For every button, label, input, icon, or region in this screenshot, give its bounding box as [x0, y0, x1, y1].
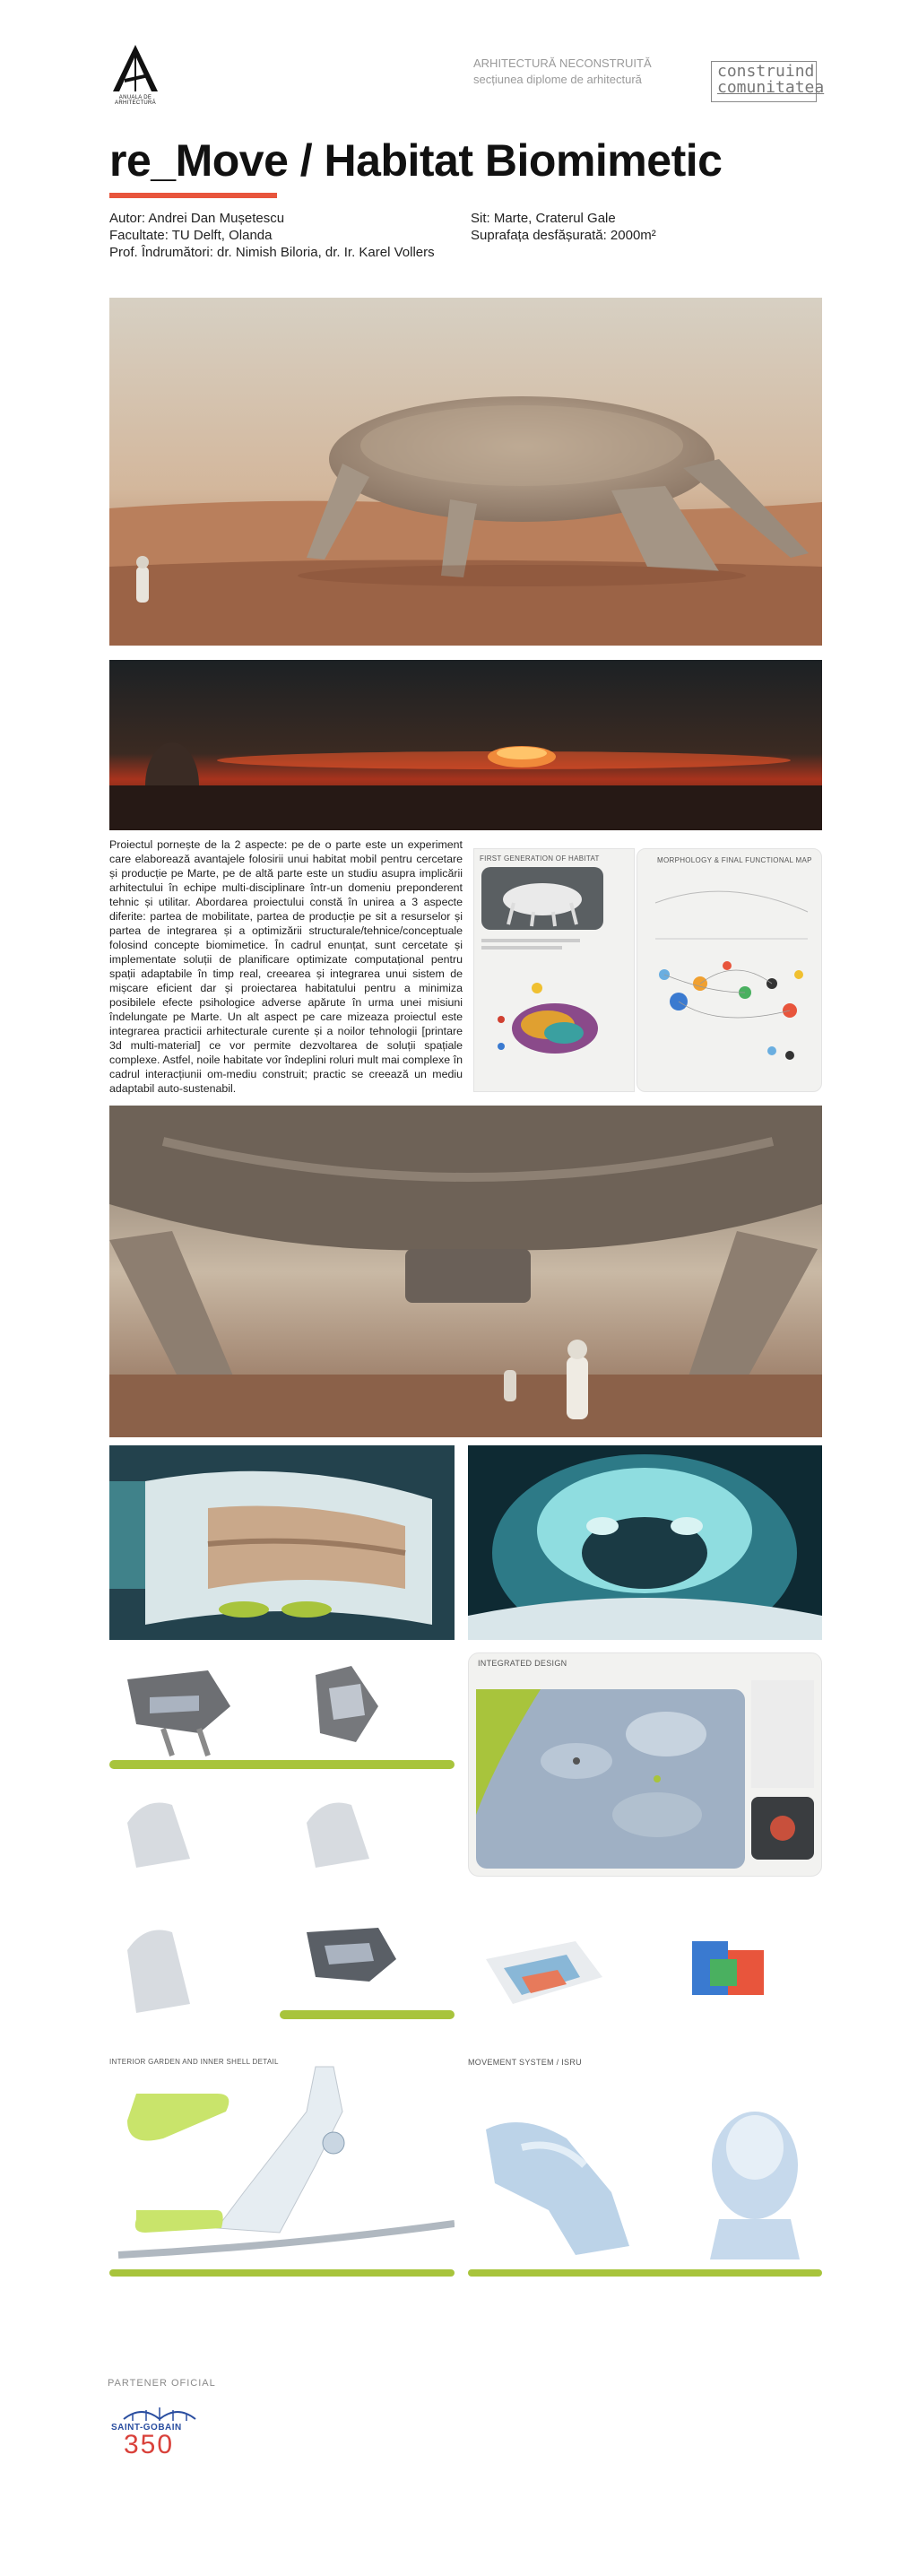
panel-first-generation-title: FIRST GENERATION OF HABITAT — [480, 854, 600, 863]
render-interior-garden — [109, 1445, 455, 1640]
sheet-sections-2 — [109, 1905, 455, 2026]
panel-movement-system-title: MOVEMENT SYSTEM / ISRU — [468, 2058, 582, 2067]
program-line-2: comunitatea — [717, 78, 825, 97]
section-heading — [473, 56, 652, 88]
faculty: Facultate: TU Delft, Olanda — [109, 228, 273, 243]
panel-first-generation — [473, 848, 635, 1092]
anuala-logo — [108, 43, 163, 106]
title-underline — [109, 193, 277, 198]
render-interior-core — [468, 1445, 822, 1640]
panel-interior-garden-title: INTERIOR GARDEN AND INNER SHELL DETAIL — [109, 2058, 279, 2066]
panel-morphology — [637, 848, 822, 1092]
logo-caption: ANUALA DE ARHITECTURĂ — [115, 95, 156, 106]
render-habitat-sunset — [109, 660, 822, 830]
panel-integrated-design-title: INTEGRATED DESIGN — [478, 1659, 567, 1668]
sponsor-number: 350 — [124, 2430, 175, 2459]
project-credits — [109, 210, 435, 261]
program-line-1: construind — [717, 62, 815, 81]
author: Autor: Andrei Dan Mușetescu — [109, 211, 285, 226]
panel-morphology-title: MORPHOLOGY & FINAL FUNCTIONAL MAP — [657, 856, 812, 864]
saint-gobain-logo — [106, 2403, 213, 2460]
a-logo-icon — [108, 43, 163, 93]
section-line-2: secțiunea diplome de arhitectură — [473, 73, 642, 86]
render-habitat-underside — [109, 1106, 822, 1437]
program-logo — [711, 61, 825, 102]
area: Suprafața desfășurată: 2000m² — [471, 228, 656, 243]
panel-integrated-design — [468, 1652, 822, 1877]
panel-movement-system — [468, 2058, 822, 2277]
render-habitat-exterior — [109, 298, 822, 646]
diagram-exploded-layers — [468, 1905, 822, 2026]
sponsor-name: SAINT-GOBAIN — [111, 2423, 182, 2433]
partner-label: PARTENER OFICIAL — [108, 2378, 216, 2389]
project-description: Proiectul pornește de la 2 aspecte: pe de o parte este un experiment care elaborează avantajele folosirii unui habitat mobil pentru cercetare și producție pe Marte, pe de altă parte este un studiu asupra implicării arhitectului în echipe multi-disciplinare într-un domeniu preponderent tehnic și utilitar. Abordarea proiectului constă în unirea a 3 aspecte diferite: partea de mobilitate, partea de producție pe sit a resurselor și partea de integrarea și a optimizării structurale/tehnice/conceptuale folosind concepte biomimetice. În cadrul enunțat, sunt cercetate și implementate soluții de planificare optimizate computațional pentru spații adaptabile în timp real, creearea și integrarea unui sistem de mișcare eficient dar și proiectarea habitatului pentru a minimiza posibilele efecte psihologice adverse apărute în urma unei misiuni îndelungate pe Marte. Un alt aspect pe care mizeaza proiectul este integrarea practicii arhitecturale curente și a noilor tehnologii [printare 3d multi-material] ce vor permite dezvoltarea de soluții spațiale complexe. Astfel, noile habitate vor îndeplini roluri mult mai complexe în cadrul interacțiunii om-mediu construit; practic se creează un mediu adaptabil auto-sustenabil. — [109, 838, 463, 1095]
panel-interior-garden-detail — [109, 2058, 455, 2277]
section-line-1: ARHITECTURĂ NECONSTRUITĂ — [473, 56, 652, 70]
project-site-info — [471, 210, 656, 244]
site: Sit: Marte, Craterul Gale — [471, 211, 616, 226]
project-title: re_Move / Habitat Biomimetic — [109, 135, 723, 186]
coordinators: Prof. Îndrumători: dr. Nimish Biloria, dr. Ir. Karel Vollers — [109, 245, 435, 260]
sheet-sections-1 — [109, 1652, 455, 1877]
